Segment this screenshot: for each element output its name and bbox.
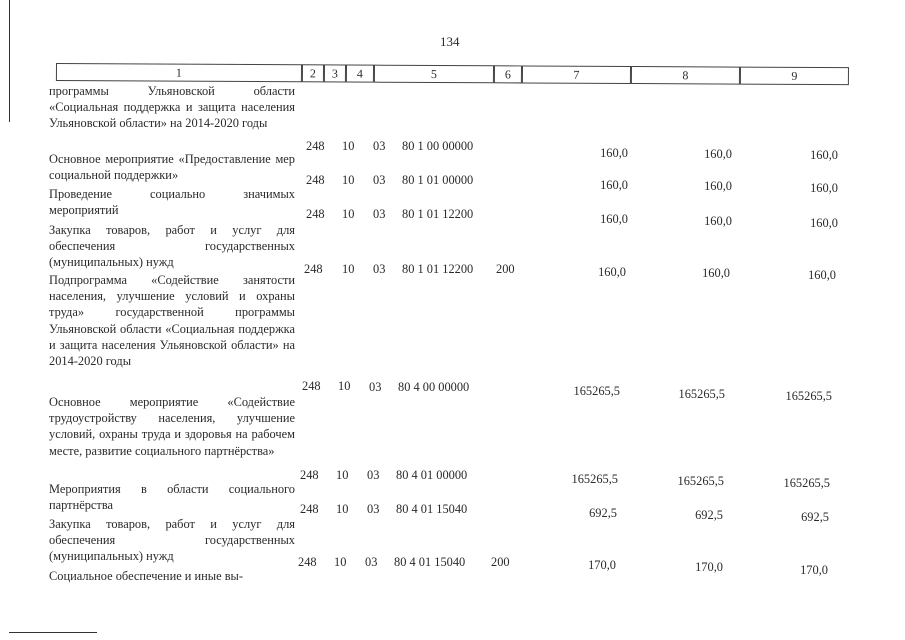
cell-value-col9: 160,0	[808, 268, 836, 282]
cell-csr: 80 4 01 15040	[396, 502, 468, 516]
cell-value-col8: 160,0	[704, 147, 732, 161]
cell-rz: 10	[342, 139, 355, 153]
cell-csr: 80 4 01 00000	[396, 468, 468, 482]
cell-value-col8: 160,0	[704, 214, 732, 228]
cell-value-col7: 160,0	[600, 178, 628, 192]
cell-value-col8: 692,5	[695, 508, 723, 522]
cell-csr: 80 1 00 00000	[402, 139, 474, 153]
cell-rz: 10	[342, 207, 355, 221]
cell-csr: 80 4 00 00000	[398, 380, 470, 394]
cell-pr: 03	[365, 555, 378, 569]
cell-rz: 10	[334, 555, 347, 569]
header-col-1: 1	[56, 63, 302, 82]
cell-ved: 248	[300, 468, 319, 482]
row-description: Закупка товаров, работ и услуг для обеспечения государственных (муниципальных) нужд	[49, 223, 295, 270]
cell-ved: 248	[300, 502, 319, 516]
cell-rz: 10	[342, 262, 355, 276]
cell-pr: 03	[369, 380, 382, 394]
cell-value-col7: 165265,5	[571, 472, 618, 486]
header-col-4: 4	[346, 65, 374, 83]
cell-value-col7: 170,0	[588, 558, 616, 572]
cell-rz: 10	[342, 173, 355, 187]
cell-ved: 248	[298, 555, 317, 569]
cell-rz: 10	[338, 379, 351, 393]
cell-value-col9: 160,0	[810, 216, 838, 230]
cell-value-col8: 170,0	[695, 560, 723, 574]
cell-ved: 248	[304, 262, 323, 276]
row-description: Основное мероприятие «Содействие трудоустройству населения, улучшение условий, охраны труда и здоровья на рабочем месте, развитие социального партнёрства»	[49, 395, 295, 458]
cell-ved: 248	[306, 173, 325, 187]
cell-rz: 10	[336, 502, 349, 516]
page-number: 134	[440, 34, 460, 49]
cell-csr: 80 1 01 12200	[402, 207, 474, 221]
row-description: программы Ульяновской области «Социальная поддержка и защита населения Ульяновской области» на 2014-2020 годы	[49, 84, 295, 131]
cell-ved: 248	[306, 207, 325, 221]
cell-value-col7: 160,0	[600, 212, 628, 226]
cell-value-col9: 170,0	[800, 563, 828, 577]
row-description: Закупка товаров, работ и услуг для обеспечения государственных (муниципальных) нужд	[49, 517, 295, 564]
cell-value-col8: 160,0	[704, 179, 732, 193]
cell-csr: 80 4 01 15040	[394, 555, 466, 569]
cell-ved: 248	[302, 379, 321, 393]
header-col-6: 6	[494, 65, 522, 83]
cell-pr: 03	[367, 468, 380, 482]
header-col-7: 7	[522, 65, 631, 84]
cell-value-col7: 692,5	[589, 506, 617, 520]
cell-value-col9: 160,0	[810, 148, 838, 162]
cell-value-col9: 692,5	[801, 510, 829, 524]
cell-value-col7: 160,0	[600, 146, 628, 160]
footnote-rule	[9, 632, 97, 633]
header-col-9: 9	[740, 67, 849, 86]
cell-value-col8: 160,0	[702, 266, 730, 280]
header-col-5: 5	[374, 65, 494, 84]
row-description: Мероприятия в области социального партнёрства	[49, 482, 295, 513]
cell-value-col8: 165265,5	[678, 387, 725, 401]
cell-value-col7: 160,0	[598, 265, 626, 279]
header-col-8: 8	[631, 66, 740, 85]
cell-pr: 03	[367, 502, 380, 516]
cell-pr: 03	[373, 139, 386, 153]
row-description: Основное мероприятие «Предоставление мер социальной поддержки»	[49, 152, 295, 183]
cell-pr: 03	[373, 262, 386, 276]
cell-value-col9: 165265,5	[785, 389, 832, 403]
left-margin-rule	[9, 0, 10, 122]
cell-value-col9: 165265,5	[783, 476, 830, 490]
cell-csr: 80 1 01 00000	[402, 173, 474, 187]
cell-ved: 248	[306, 139, 325, 153]
cell-value-col9: 160,0	[810, 181, 838, 195]
cell-pr: 03	[373, 173, 386, 187]
row-description: Проведение социально значимых мероприятий	[49, 187, 295, 218]
cell-pr: 03	[373, 207, 386, 221]
cell-vr: 200	[491, 555, 510, 569]
header-col-3: 3	[324, 64, 346, 82]
row-description: Социальное обеспечение и иные вы-	[49, 569, 244, 583]
row-description: Подпрограмма «Содействие занятости населения, улучшение условий и охраны труда» государственной программы Ульяновской области «Социальная поддержка и защита населения Ульяновской области» на 2014-2020 годы	[49, 273, 295, 369]
cell-csr: 80 1 01 12200	[402, 262, 474, 276]
cell-value-col8: 165265,5	[677, 474, 724, 488]
cell-value-col7: 165265,5	[573, 384, 620, 398]
header-col-2: 2	[302, 64, 324, 82]
cell-rz: 10	[336, 468, 349, 482]
cell-vr: 200	[496, 262, 515, 276]
